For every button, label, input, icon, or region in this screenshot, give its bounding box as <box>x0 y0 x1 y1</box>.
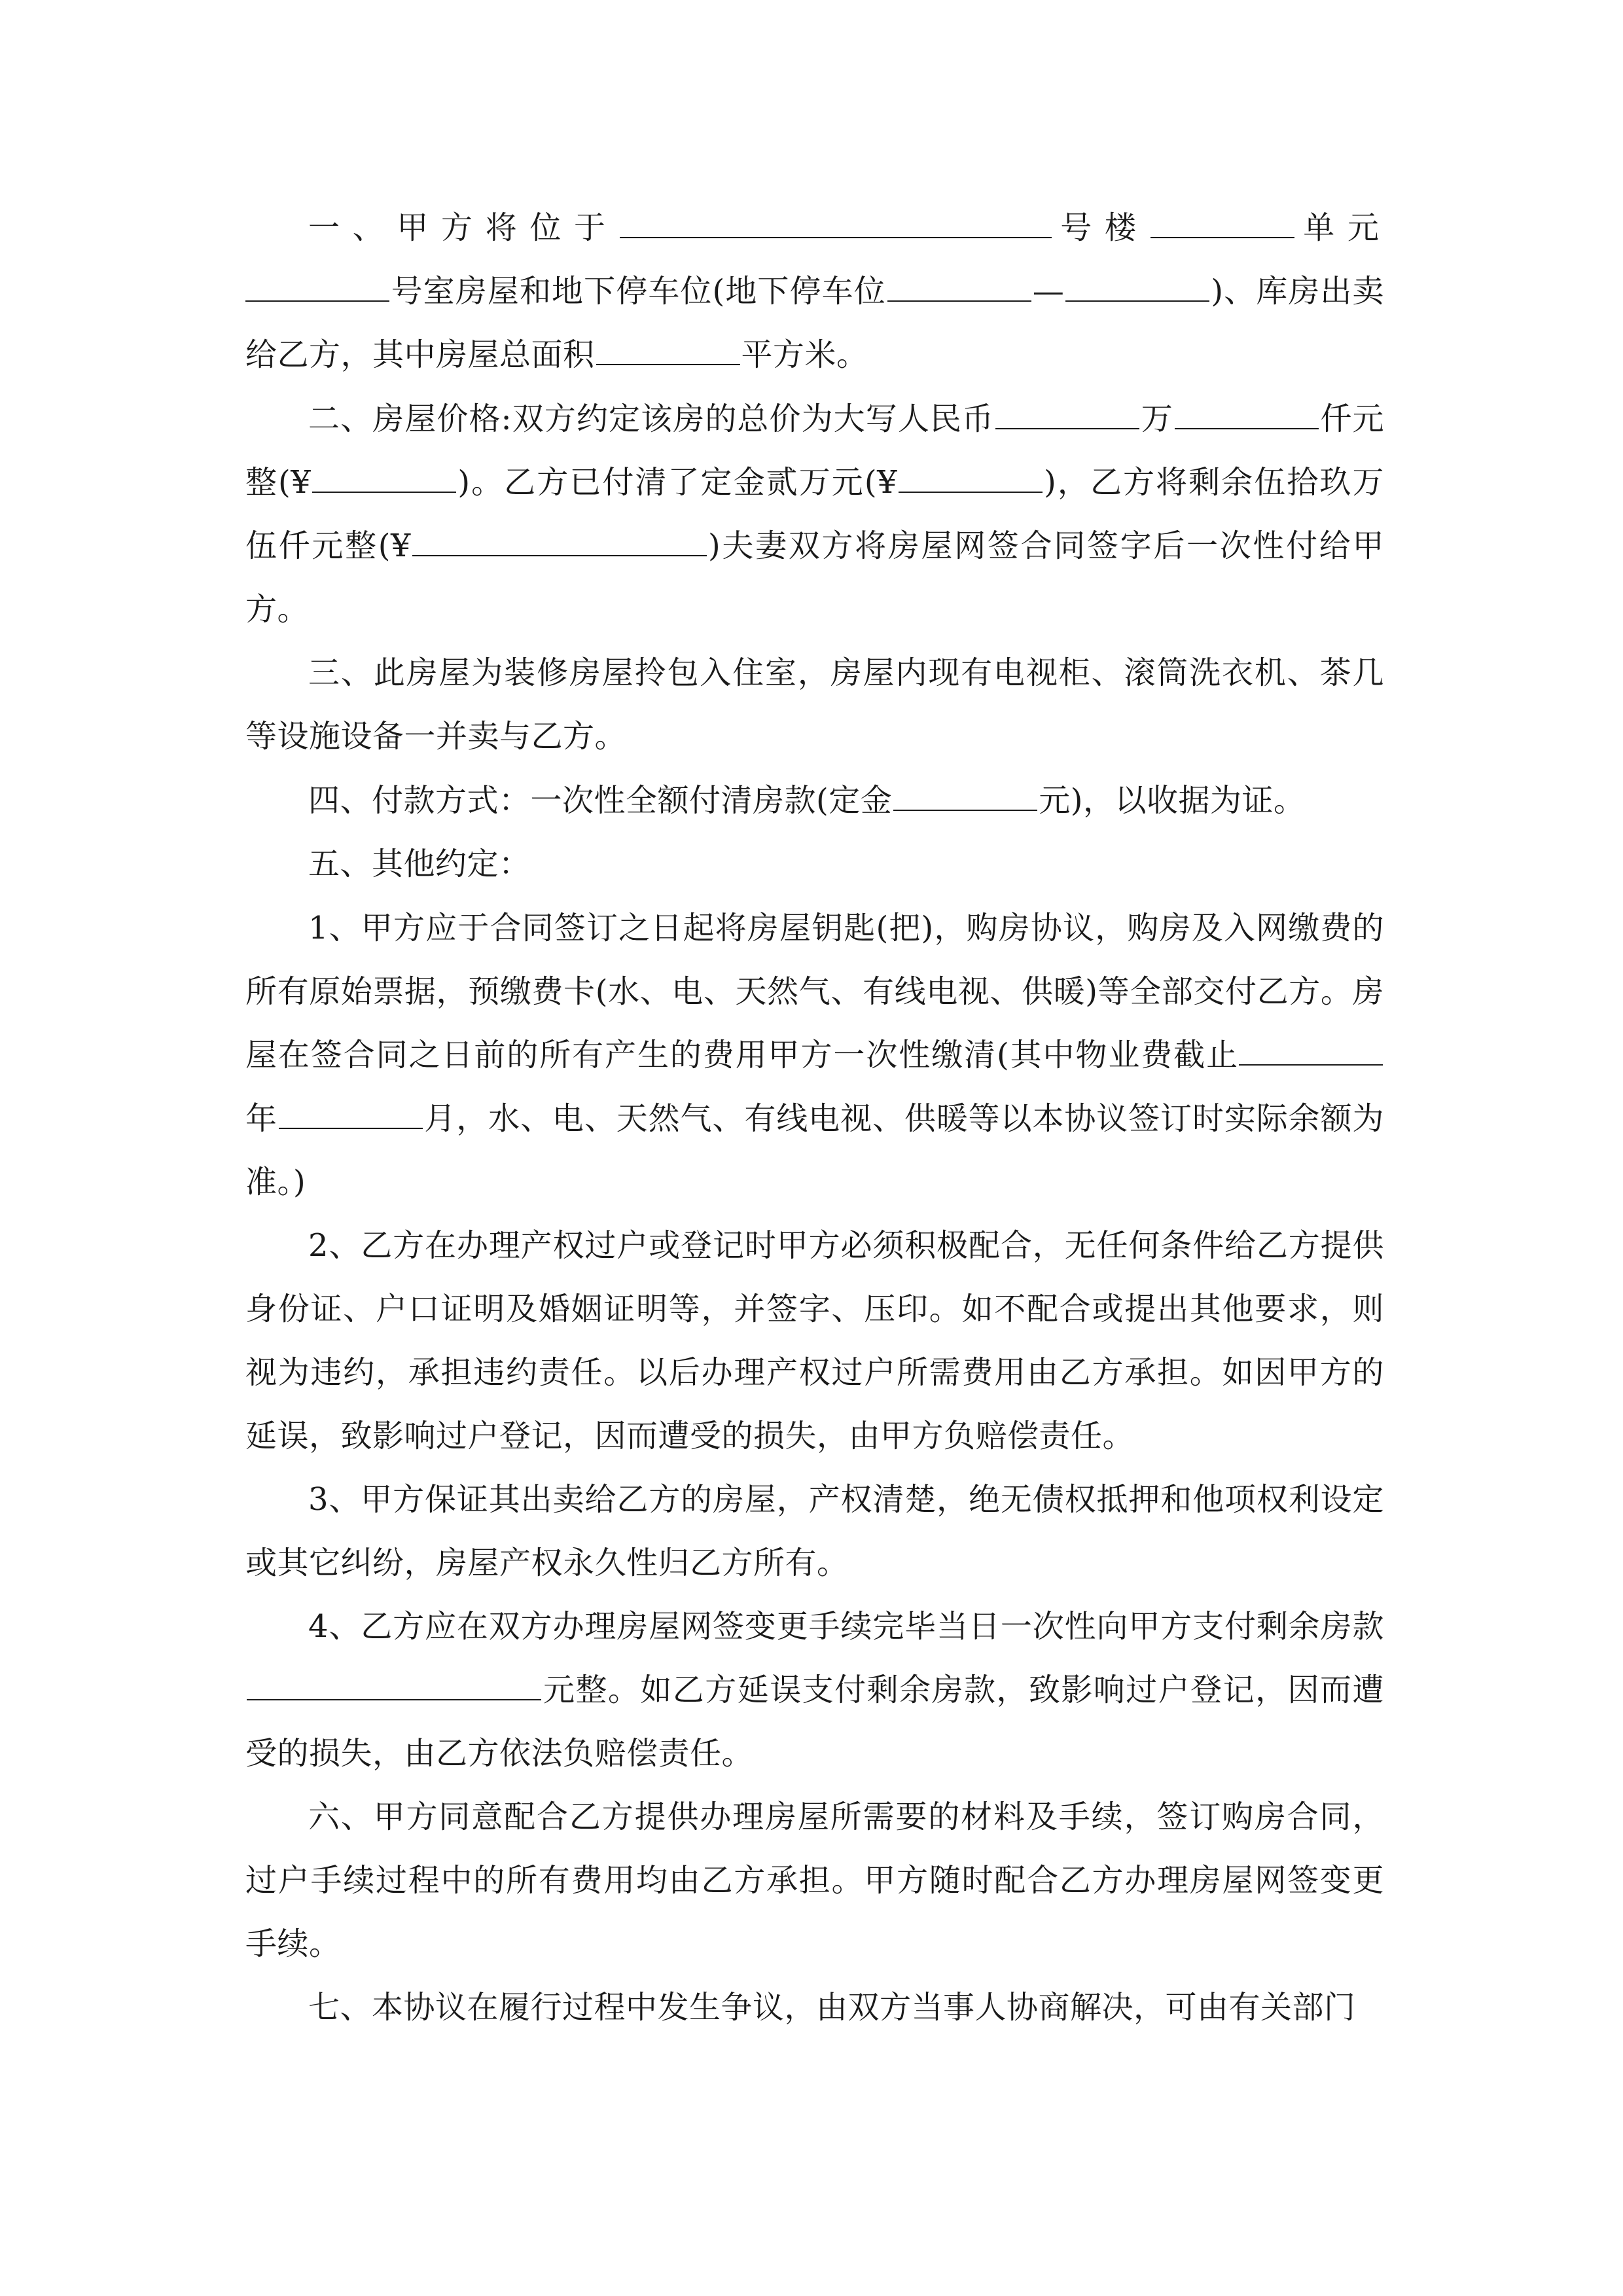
clause-1 <box>245 196 1384 387</box>
clause-3 <box>245 641 1384 768</box>
parking-start-blank <box>887 272 1031 302</box>
sub-clause-2-text: 2、乙方在办理产权过户或登记时甲方必须积极配合，无任何条件给乙方提供身份证、户口证明及婚姻证明等，并签字、压印。如不配合或提出其他要求，则视为违约，承担违约责任。以后办理产权过户所需费用由乙方承担。如因甲方的延误，致影响过户登记，因而遭受的损失，由甲方负赔偿责任。 <box>245 1227 1384 1454</box>
deposit-amount-blank <box>899 463 1043 493</box>
clause-2-text-f: )夫妻双方将房屋网签合同签字后一次性付给甲方。 <box>245 528 1384 628</box>
clause-2-text-d: )。乙方已付清了定金贰万元(¥ <box>457 464 898 501</box>
clause-5 <box>245 833 1384 896</box>
clause-1-text-f: )、库房出卖给乙方，其中房屋总面积 <box>245 273 1385 373</box>
sub-clause-1 <box>245 897 1384 1214</box>
clause-2 <box>245 387 1384 641</box>
price-amount-blank <box>312 463 456 493</box>
clause-2-text-e: )，乙方将剩余伍拾玖万伍仟元整(¥ <box>245 464 1384 564</box>
clause-2-text-a: 二、房屋价格:双方约定该房的总价为大写人民币 <box>308 401 995 437</box>
sub-clause-1-text-a: 1、甲方应于合同签订之日起将房屋钥匙(把)，购房协议，购房及入网缴费的所有原始票据，预缴费卡(水、电、天然气、有线电视、供暖)等全部交付乙方。房屋在签合同之日前的所有产生的费用甲方一次性缴清(其中物业费截止 <box>245 910 1384 1073</box>
sub-clause-4-text-b: 元整。如乙方延误支付剩余房款，致影响过户登记，因而遭受的损失，由乙方依法负赔偿责任。 <box>245 1672 1384 1772</box>
clause-1-text-c: 单元 <box>1295 209 1384 246</box>
sub-clause-2 <box>245 1214 1384 1468</box>
clause-1-text-d: 号室房屋和地下停车位(地下停车位 <box>391 273 886 310</box>
sub-clause-4 <box>245 1595 1384 1785</box>
remaining-payment-blank <box>247 1670 541 1700</box>
area-blank <box>596 335 740 365</box>
clause-7-text: 七、本协议在履行过程中发生争议，由双方当事人协商解决，可由有关部门 <box>308 1989 1356 2026</box>
building-number-blank <box>1150 208 1294 238</box>
clause-6 <box>245 1785 1384 1976</box>
clause-1-text-b: 号楼 <box>1052 209 1149 246</box>
remaining-amount-blank <box>412 526 707 556</box>
sub-clause-1-text-b: 年 <box>245 1100 277 1137</box>
clause-5-heading: 五、其他约定： <box>308 846 531 882</box>
unit-number-blank <box>245 272 389 302</box>
clause-2-text-b: 万 <box>1141 401 1173 437</box>
price-qian-blank <box>1175 399 1319 429</box>
clause-4-text-a: 四、付款方式：一次性全额付清房款(定金 <box>308 782 893 819</box>
clause-4-text-b: 元)，以收据为证。 <box>1039 782 1306 819</box>
clause-3-text: 三、此房屋为装修房屋拎包入住室，房屋内现有电视柜、滚筒洗衣机、茶几等设施设备一并卖与乙方。 <box>245 655 1384 755</box>
payment-deposit-blank <box>893 781 1037 811</box>
clause-1-text-a: 一、甲方将位于 <box>308 209 618 246</box>
sub-clause-3 <box>245 1468 1384 1595</box>
clause-6-text: 六、甲方同意配合乙方提供办理房屋所需要的材料及手续，签订购房合同，过户手续过程中的所有费用均由乙方承担。甲方随时配合乙方办理房屋网签变更手续。 <box>245 1799 1384 1962</box>
sub-clause-4-text-a: 4、乙方应在双方办理房屋网签变更手续完毕当日一次性向甲方支付剩余房款 <box>308 1608 1384 1645</box>
sub-clause-1-text-c: 月，水、电、天然气、有线电视、供暖等以本协议签订时实际余额为准。) <box>245 1100 1384 1200</box>
parking-end-blank <box>1065 272 1209 302</box>
clause-1-text-e: — <box>1032 273 1065 310</box>
address-blank <box>620 208 1052 238</box>
property-fee-month-blank <box>279 1099 423 1129</box>
sub-clause-3-text: 3、甲方保证其出卖给乙方的房屋，产权清楚，绝无债权抵押和他项权利设定或其它纠纷，房屋产权永久性归乙方所有。 <box>245 1481 1384 1581</box>
clause-2-text-c: 仟元整(¥ <box>245 401 1384 501</box>
clause-1-text-g: 平方米。 <box>741 336 868 373</box>
clause-4 <box>245 769 1384 833</box>
price-wan-blank <box>995 399 1139 429</box>
clause-7 <box>245 1976 1384 2039</box>
property-fee-year-blank <box>1239 1035 1383 1066</box>
